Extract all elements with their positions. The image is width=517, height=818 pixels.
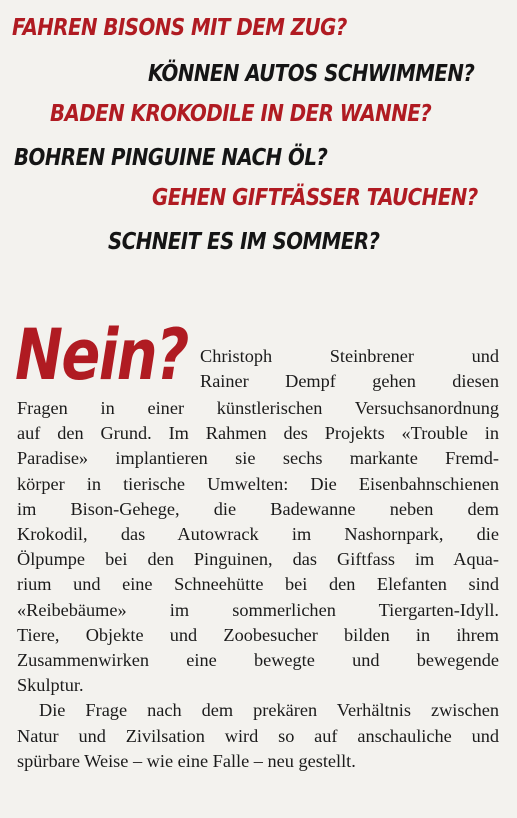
text-line: Tiere, Objekte und Zoobesucher bilden in ihrem	[17, 624, 499, 645]
question-pinguine: BOHREN PINGUINE NACH ÖL?	[14, 145, 328, 171]
article-body	[15, 314, 499, 774]
text-line: Rainer Dempf gehen diesen	[200, 371, 499, 392]
text-line: Die Frage nach dem prekären Verhältnis zwischen	[39, 700, 499, 721]
text-line: Fragen in einer künstlerischen Versuchsanordnung	[17, 398, 499, 418]
question-giftfaesser: GEHEN GIFTFÄSSER TAUCHEN?	[152, 185, 478, 211]
text-line: Natur und Zivilsation wird so auf anschauliche und	[17, 725, 499, 746]
text-line: «Reibebäume» im sommerlichen Tiergarten-Idyll.	[17, 599, 499, 620]
text-line: Skulptur.	[17, 675, 84, 696]
question-krokodile: BADEN KROKODILE IN DER WANNE?	[50, 101, 432, 127]
question-sommer: SCHNEIT ES IM SOMMER?	[108, 229, 380, 255]
text-line: Paradise» implantieren sie sechs markante Fremd-	[17, 448, 499, 469]
headline-nein: Nein?	[15, 314, 188, 396]
text-line: spürbare Weise – wie eine Falle – neu gestellt.	[17, 750, 356, 771]
text-line: Krokodil, das Autowrack im Nashornpark, die	[17, 524, 499, 545]
text-line: im Bison-Gehege, die Badewanne neben dem	[17, 498, 499, 519]
text-line: auf den Grund. Im Rahmen des Projekts «Trouble in	[17, 423, 499, 444]
text-line: Ölpumpe bei den Pinguinen, das Giftfass im Aqua-	[17, 549, 499, 570]
question-autos: KÖNNEN AUTOS SCHWIMMEN?	[148, 61, 475, 87]
text-line: rium und eine Schneehütte bei den Elefanten sind	[17, 574, 499, 595]
text-line: Zusammenwirken eine bewegte und bewegende	[17, 650, 499, 671]
paragraph-2	[17, 698, 499, 774]
text-line: körper in tierische Umwelten: Die Eisenbahnschienen	[17, 473, 499, 494]
text-line: Christoph Steinbrener und	[200, 346, 499, 366]
question-bisons: FAHREN BISONS MIT DEM ZUG?	[12, 15, 347, 41]
